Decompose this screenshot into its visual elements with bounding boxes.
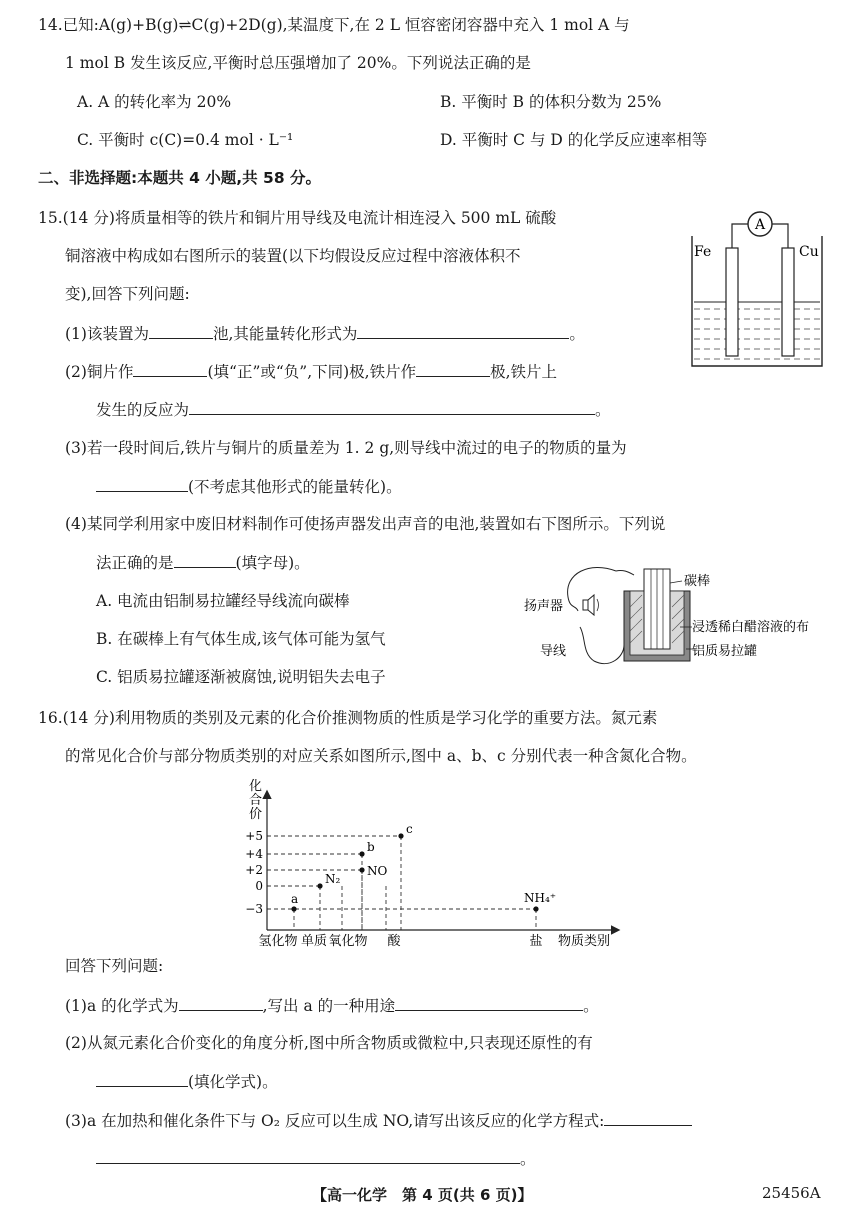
y-tick-label: 0: [255, 879, 263, 893]
q15-stem-line3: 变),回答下列问题:: [65, 285, 190, 303]
q15-part2-text-a: (2)铜片作: [65, 363, 134, 381]
q14-option-d: D. 平衡时 C 与 D 的化学反应速率相等: [440, 131, 708, 149]
q16-part2-cont: [96, 1070, 278, 1093]
q16-part3-text-a: (3)a 在加热和催化条件下与 O₂ 反应可以生成 NO,请写出该反应的化学方程式:: [65, 1112, 605, 1130]
can-label: 铝质易拉罐: [692, 644, 758, 659]
y-tick-label: +5: [245, 829, 263, 843]
answer-blank[interactable]: [174, 551, 236, 568]
x-category-label: 氢化物: [258, 934, 298, 949]
copper-label: Cu: [799, 244, 819, 260]
q15-part4-text-b: 法正确的是: [96, 554, 174, 572]
section-heading: 二、非选择题:本题共 4 小题,共 58 分。: [38, 169, 322, 187]
q15-option-b: B. 在碳棒上有气体生成,该气体可能为氢气: [96, 630, 386, 648]
q15-part1-text-c: 。: [569, 325, 585, 343]
data-point-label: NO: [367, 864, 388, 878]
answer-blank[interactable]: [357, 322, 569, 339]
q16-part1-text-c: 。: [583, 997, 599, 1015]
q15-part1: [65, 322, 585, 345]
q16-part3-text-b: 。: [520, 1150, 536, 1168]
q16-after-text: 回答下列问题:: [65, 957, 164, 975]
answer-blank[interactable]: [133, 360, 207, 377]
data-point: [317, 883, 322, 888]
q15-part2-text-e: 。: [595, 401, 611, 419]
q14-option-c: C. 平衡时 c(C)=0.4 mol · L⁻¹: [77, 131, 294, 149]
y-tick-label: −3: [245, 902, 263, 916]
q16-stem-line1: 16.(14 分)利用物质的类别及元素的化合价推测物质的性质是学习化学的重要方法。氮元素: [38, 709, 658, 727]
can-battery-figure: [520, 557, 820, 669]
x-axis-label: 物质类别: [558, 934, 611, 949]
q16-part1-text-a: (1)a 的化学式为: [65, 997, 179, 1015]
q15-part2: [65, 360, 557, 383]
q15-part2-text-b: (填“正”或“负”,下同)极,铁片作: [207, 363, 417, 381]
answer-blank[interactable]: [96, 1070, 188, 1087]
data-point: [291, 906, 296, 911]
q15-option-a: A. 电流由铝制易拉罐经导线流向碳棒: [96, 592, 350, 610]
y-tick-label: +4: [245, 847, 263, 861]
q15-stem-line2: 铜溶液中构成如右图所示的装置(以下均假设反应过程中溶液体积不: [65, 247, 521, 265]
cloth-label: 浸透稀白醋溶液的布: [692, 620, 810, 635]
q15-part3-text-b: (不考虑其他形式的能量转化)。: [188, 478, 402, 496]
answer-blank[interactable]: [179, 994, 263, 1011]
answer-blank[interactable]: [189, 398, 595, 415]
data-point: [359, 867, 364, 872]
speaker-icon: [583, 600, 588, 610]
q15-part2-cont: [96, 398, 611, 421]
copper-electrode: [782, 248, 794, 356]
q15-part4-text-c: (填字母)。: [235, 554, 310, 572]
carbon-rod-label: 碳棒: [684, 574, 711, 589]
q15-part3-cont: [96, 475, 402, 498]
page-footer: 【高一化学 第 4 页(共 6 页)】: [312, 1186, 533, 1204]
speaker-label: 扬声器: [524, 599, 564, 614]
data-point: [398, 833, 403, 838]
answer-blank[interactable]: [96, 1147, 520, 1164]
ammeter-label: A: [754, 217, 766, 233]
wire-label: 导线: [540, 644, 567, 659]
iron-label: Fe: [694, 244, 712, 260]
q15-part4-cont: [96, 551, 310, 574]
q16-part1-text-b: ,写出 a 的一种用途: [262, 997, 396, 1015]
y-axis-label: 化合价: [249, 779, 263, 822]
data-point-label: c: [406, 822, 413, 836]
q15-stem-line1: 15.(14 分)将质量相等的铁片和铜片用导线及电流计相连浸入 500 mL 硫酸: [38, 209, 557, 227]
galvanic-cell-figure: [686, 206, 828, 370]
data-point: [359, 851, 364, 856]
q16-part2: (2)从氮元素化合价变化的角度分析,图中所含物质或微粒中,只表现还原性的有: [65, 1034, 593, 1052]
iron-electrode: [726, 248, 738, 356]
q14-option-b: B. 平衡时 B 的体积分数为 25%: [440, 93, 662, 111]
q15-part1-text-a: (1)该装置为: [65, 325, 149, 343]
answer-blank[interactable]: [395, 994, 583, 1011]
y-tick-label: +2: [245, 863, 263, 877]
q15-part1-text-b: 池,其能量转化形式为: [212, 325, 358, 343]
q16-stem-line2: 的常见化合价与部分物质类别的对应关系如图所示,图中 a、b、c 分别代表一种含氮化合物。: [65, 747, 697, 765]
q16-part3: [65, 1109, 692, 1132]
x-category-label: 单质: [300, 934, 328, 949]
data-point-label: a: [291, 892, 299, 906]
q15-part4: (4)某同学利用家中废旧材料制作可使扬声器发出声音的电池,装置如右下图所示。下列说: [65, 515, 666, 533]
q15-part2-text-d: 发生的反应为: [96, 401, 190, 419]
q15-part3: (3)若一段时间后,铁片与铜片的质量差为 1. 2 g,则导线中流过的电子的物质的量为: [65, 439, 627, 457]
q16-part3-cont: [96, 1147, 536, 1170]
data-point-label: NH₄⁺: [524, 891, 557, 905]
nitrogen-valence-chart: [236, 778, 632, 950]
answer-blank[interactable]: [604, 1109, 692, 1126]
q15-option-c: C. 铝质易拉罐逐渐被腐蚀,说明铝失去电子: [96, 668, 386, 686]
x-category-label: 酸: [387, 934, 401, 949]
exam-code: 25456A: [762, 1184, 821, 1202]
x-category-label: 盐: [529, 934, 543, 949]
answer-blank[interactable]: [96, 475, 188, 492]
q14-stem-line1: 14.已知:A(g)+B(g)⇌C(g)+2D(g),某温度下,在 2 L 恒容密闭容器中充入 1 mol A 与: [38, 16, 630, 34]
q14-option-a: A. A 的转化率为 20%: [77, 93, 232, 111]
data-point-label: N₂: [325, 872, 341, 886]
q16-part2-text-b: (填化学式)。: [188, 1073, 278, 1091]
answer-blank[interactable]: [416, 360, 490, 377]
q15-part2-text-c: 极,铁片上: [490, 363, 558, 381]
answer-blank[interactable]: [149, 322, 213, 339]
data-point-label: b: [367, 840, 375, 854]
q14-stem-line2: 1 mol B 发生该反应,平衡时总压强增加了 20%。下列说法正确的是: [65, 54, 531, 72]
q16-part1: [65, 994, 599, 1017]
data-point: [533, 906, 538, 911]
x-category-label: 氧化物: [328, 934, 368, 949]
